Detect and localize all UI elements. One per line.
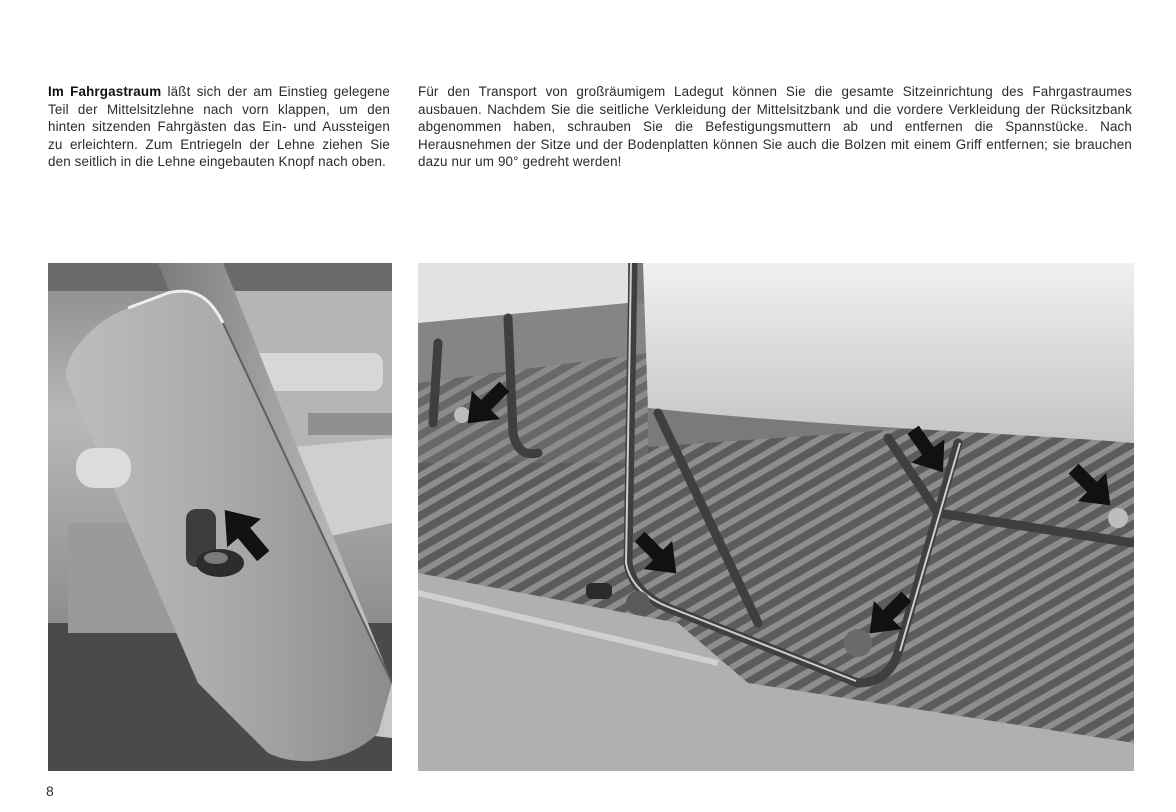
photo-seat-backrest [48,263,392,771]
photo-seat-mounting [418,263,1134,771]
left-lead-text: Im Fahrgastraum [48,84,162,99]
left-text-column [48,83,390,171]
right-body-text: Für den Transport von großräumigem Ladegut können Sie die gesamte Sitzeinrichtung des Fahrgastraumes ausbauen. Nachdem Sie die seitliche Verkleidung der Mittelsitzbank und die vordere Verkleidung der Rücksitzbank abgenommen haben, schrauben Sie die Befestigungsmuttern ab und entfernen die Spannstücke. Nach Herausnehmen der Sitze und der Bodenplatten können Sie auch die Bolzen mit einem Griff entfernen; sie brauchen dazu nur um 90° gedreht werden! [418,84,1132,170]
page-number: 8 [46,783,54,799]
right-text-column [418,83,1132,171]
left-body-text: läßt sich der am Einstieg gelegene Teil der Mittelsitzlehne nach vorn klappen, um den hinten sitzenden Fahrgästen das Ein- und Aussteigen zu erleichtern. Zum Entriegeln der Lehne ziehen Sie den seitlich in die Lehne eingebauten Knopf nach oben. [48,84,390,170]
